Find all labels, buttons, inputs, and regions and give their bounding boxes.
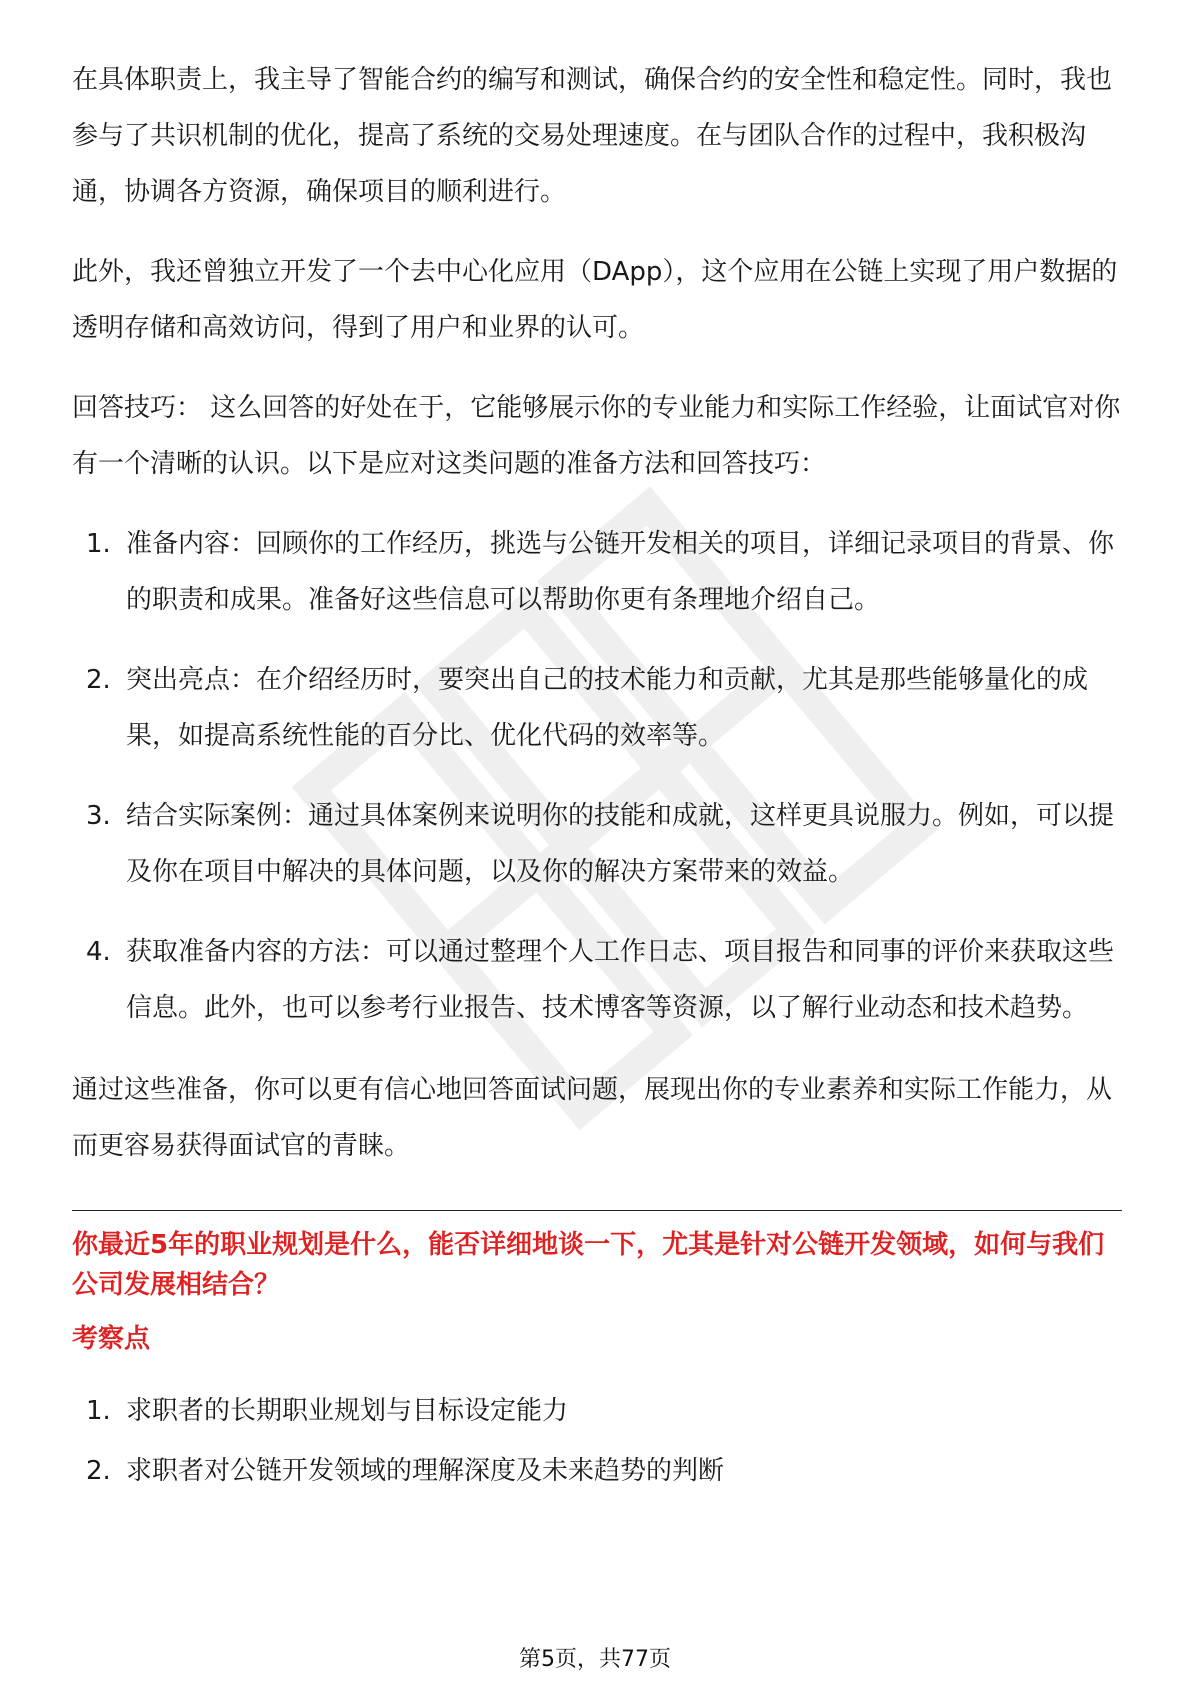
tips-list [72,516,1122,1036]
list-item-text: 获取准备内容的方法：可以通过整理个人工作日志、项目报告和同事的评价来获取这些信息。此外，也可以参考行业报告、技术博客等资源，以了解行业动态和技术趋势。 [126,937,1115,1023]
list-item-text: 求职者对公链开发领域的理解深度及未来趋势的判断 [126,1456,725,1486]
list-item-text: 求职者的长期职业规划与目标设定能力 [126,1396,569,1426]
section-title: 考察点 [72,1324,151,1354]
section-divider [72,1210,1122,1211]
list-item-number: 1. [86,529,111,559]
list-item-text: 结合实际案例：通过具体案例来说明你的技能和成就，这样更具说服力。例如，可以提及你在项目中解决的具体问题，以及你的解决方案带来的效益。 [126,801,1115,887]
list-item-text: 突出亮点：在介绍经历时，要突出自己的技术能力和贡献，尤其是那些能够量化的成果，如提高系统性能的百分比、优化代码的效率等。 [126,665,1089,751]
page-footer: 第5页，共77页 [519,1647,671,1672]
interview-question: 你最近5年的职业规划是什么，能否详细地谈一下，尤其是针对公链开发领域，如何与我们公司发展相结合？ [72,1230,1105,1300]
list-item [72,1383,1122,1439]
list-item [72,652,1122,764]
points-list [72,1383,1122,1499]
content-area [72,52,1122,1525]
list-item-text: 准备内容：回顾你的工作经历，挑选与公链开发相关的项目，详细记录项目的背景、你的职责和成果。准备好这些信息可以帮助你更有条理地介绍自己。 [126,529,1115,615]
paragraph-dapp: 此外，我还曾独立开发了一个去中心化应用（DApp），这个应用在公链上实现了用户数据的透明存储和高效访问，得到了用户和业界的认可。 [72,257,1118,343]
paragraph-answer-tips: 回答技巧： 这么回答的好处在于，它能够展示你的专业能力和实际工作经验，让面试官对你有一个清晰的认识。以下是应对这类问题的准备方法和回答技巧： [72,393,1121,479]
list-item [72,516,1122,628]
list-item-number: 2. [86,1456,111,1486]
list-item-number: 2. [86,665,111,695]
list-item-number: 1. [86,1396,111,1426]
paragraph-closing: 通过这些准备，你可以更有信心地回答面试问题，展现出你的专业素养和实际工作能力，从而更容易获得面试官的青睐。 [72,1075,1113,1161]
paragraph-responsibilities: 在具体职责上，我主导了智能合约的编写和测试，确保合约的安全性和稳定性。同时，我也参与了共识机制的优化，提高了系统的交易处理速度。在与团队合作的过程中，我积极沟通，协调各方资源，确保项目的顺利进行。 [72,65,1113,207]
list-item [72,924,1122,1036]
list-item-number: 3. [86,801,111,831]
list-item [72,788,1122,900]
list-item-number: 4. [86,937,111,967]
list-item [72,1443,1122,1499]
